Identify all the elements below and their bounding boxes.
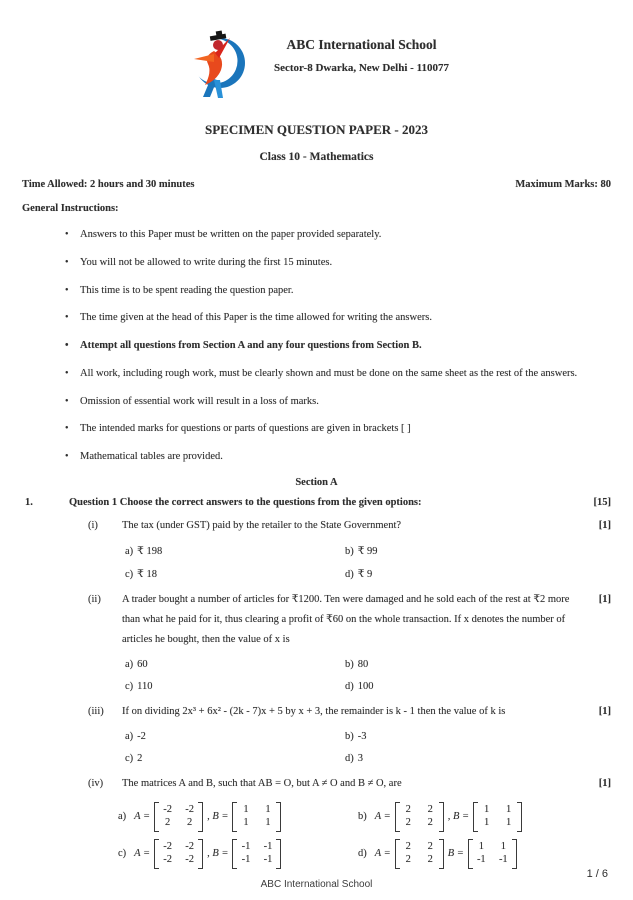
instruction-text: This time is to be spent reading the question paper.	[80, 284, 294, 296]
bullet-icon: •	[65, 340, 69, 352]
instruction-item	[65, 338, 581, 354]
instruction-item	[65, 255, 581, 271]
option-b: b) 80	[345, 658, 369, 670]
option-c-matrices: c) A = -2 -2 -2 -2 , B = -1 -1 -1 -1	[118, 839, 358, 869]
matrix-cell: 2	[186, 817, 193, 829]
option-b-matrices: b) A = 2 2 2 2 , B = 1 1 1 1	[358, 802, 611, 832]
school-name: ABC International School	[286, 37, 437, 52]
matrix-cell: 1	[483, 803, 490, 815]
matrix-cell: 1	[478, 840, 484, 852]
matrix-cell: -1	[476, 854, 486, 866]
matrix-cell: -2	[163, 803, 172, 815]
part-marks: [1]	[598, 777, 611, 789]
matrix-a-prefix: A =	[134, 848, 151, 860]
question-number: 1.	[25, 496, 33, 508]
part-label: (iv)	[88, 777, 104, 789]
option-d: d) 100	[345, 680, 374, 692]
matrix-cell: 2	[405, 803, 411, 815]
matrix-b-prefix: , B =	[207, 811, 229, 823]
bullet-icon: •	[65, 284, 69, 296]
question-part-i	[22, 516, 611, 536]
instruction-item	[65, 283, 581, 299]
bullet-icon: •	[65, 367, 69, 379]
section-a-title: Section A	[295, 476, 338, 488]
matrix-a-prefix: A =	[374, 848, 391, 860]
school-header	[22, 0, 611, 100]
school-address: Sector-8 Dwarka, New Delhi - 110077	[274, 62, 449, 74]
matrix-cell: 1	[243, 817, 249, 829]
matrix-a	[154, 802, 203, 832]
part-marks: [1]	[598, 519, 611, 531]
part-iv-options	[118, 802, 611, 869]
question-part-iv	[22, 774, 611, 794]
matrix-cell: -2	[163, 854, 172, 866]
matrix-b	[468, 839, 517, 869]
matrix-cell: -2	[185, 854, 194, 866]
matrix-cell: 1	[265, 817, 271, 829]
part-text: The matrices A and B, such that AB = O, but A ≠ O and B ≠ O, are	[122, 777, 402, 789]
matrix-cell: 2	[427, 840, 433, 852]
time-allowed: Time Allowed: 2 hours and 30 minutes	[22, 179, 195, 190]
part-text: If on dividing 2x³ + 6x² - (2k - 7)x + 5 by x + 3, the remainder is k - 1 then the value of k is	[122, 705, 506, 717]
matrix-cell: -2	[163, 840, 172, 852]
matrix-cell: 1	[500, 840, 506, 852]
matrix-cell: -2	[185, 840, 194, 852]
instructions-heading: General Instructions:	[22, 203, 119, 214]
question-part-ii	[22, 590, 611, 650]
option-a-matrices: a) A = -2 -2 2 2 , B = 1 1 1 1	[118, 802, 358, 832]
instruction-text: You will not be allowed to write during the first 15 minutes.	[80, 256, 333, 268]
matrix-cell: 1	[505, 803, 512, 815]
option-d-matrices: d) A = 2 2 2 2 B = 1 1 -1 -1	[358, 839, 611, 869]
question-marks: [15]	[593, 496, 611, 508]
part-label: (iii)	[88, 705, 104, 717]
instruction-item	[65, 310, 581, 326]
instruction-text: The intended marks for questions or parts of questions are given in brackets [ ]	[80, 423, 411, 435]
matrix-cell: 2	[405, 854, 411, 866]
matrix-b-prefix: , B =	[447, 811, 470, 823]
part-iii-options	[125, 731, 611, 764]
option-d: d) 3	[345, 752, 363, 764]
instruction-text: Attempt all questions from Section A and any four questions from Section B.	[80, 340, 422, 352]
option-c: c) ₹ 18	[125, 568, 157, 580]
matrix-a	[154, 839, 203, 869]
matrix-cell: 2	[405, 840, 411, 852]
bullet-icon: •	[65, 451, 69, 463]
question-text: Question 1 Choose the correct answers to the questions from the given options:	[69, 496, 422, 508]
matrix-cell: -1	[263, 854, 273, 866]
matrix-cell: -2	[185, 803, 194, 815]
matrix-b	[232, 839, 281, 869]
matrix-cell: 2	[427, 817, 433, 829]
footer-page-number: 1 / 6	[586, 868, 608, 880]
part-marks: [1]	[598, 705, 611, 717]
instruction-text: The time given at the head of this Paper is the time allowed for writing the answers.	[80, 312, 432, 324]
instructions-list	[22, 227, 611, 465]
part-marks: [1]	[598, 593, 611, 605]
matrix-a-prefix: A =	[374, 811, 391, 823]
option-c: c) 2	[125, 752, 143, 764]
matrix-a	[395, 802, 444, 832]
matrix-a-prefix: A =	[134, 811, 151, 823]
instruction-item	[65, 449, 581, 465]
bullet-icon: •	[65, 423, 69, 435]
part-text: A trader bought a number of articles for ₹1200. Ten were damaged and he sold each of the rest at ₹2 more than what he paid for it, thus clearing a profit of ₹60 on the whole transaction. If x denotes the number of articles he bought, then the value of x is	[122, 593, 570, 645]
bullet-icon: •	[65, 312, 69, 324]
matrix-cell: -1	[263, 840, 273, 852]
paper-subtitle: Class 10 - Mathematics	[259, 151, 374, 163]
matrix-cell: -1	[241, 854, 251, 866]
school-header-text	[274, 28, 449, 74]
bullet-icon: •	[65, 256, 69, 268]
instruction-text: Mathematical tables are provided.	[80, 451, 223, 463]
instruction-item	[65, 421, 581, 437]
part-i-options	[125, 545, 611, 580]
instruction-text: Answers to this Paper must be written on the paper provided separately.	[80, 229, 382, 240]
footer-school-name: ABC International School	[260, 879, 373, 890]
part-text: The tax (under GST) paid by the retailer to the State Government?	[122, 519, 402, 531]
part-ii-options	[125, 659, 611, 692]
option-c: c) 110	[125, 680, 153, 692]
matrix-cell: 1	[483, 817, 490, 829]
school-logo-icon	[184, 28, 246, 100]
matrix-cell: 1	[505, 817, 512, 829]
option-d: d) ₹ 9	[345, 568, 373, 580]
matrix-a	[395, 839, 444, 869]
matrix-cell: 2	[427, 803, 433, 815]
matrix-b-prefix: , B =	[207, 848, 229, 860]
instruction-text: Omission of essential work will result in a loss of marks.	[80, 395, 319, 407]
option-a: a) 60	[125, 658, 148, 670]
matrix-cell: 2	[405, 817, 411, 829]
option-b: b) -3	[345, 730, 367, 742]
matrix-cell: -1	[241, 840, 251, 852]
bullet-icon: •	[65, 229, 69, 240]
matrix-cell: 2	[164, 817, 171, 829]
option-b: b) ₹ 99	[345, 545, 378, 557]
matrix-cell: 1	[243, 803, 249, 815]
paper-title: SPECIMEN QUESTION PAPER - 2023	[205, 122, 428, 137]
question-part-iii	[22, 702, 611, 722]
matrix-cell: 1	[265, 803, 271, 815]
matrix-b-prefix: B =	[447, 848, 464, 860]
part-label: (i)	[88, 519, 98, 531]
instruction-item	[65, 394, 581, 410]
option-a: a) ₹ 198	[125, 545, 163, 557]
question-1-header	[22, 497, 611, 508]
instruction-text: All work, including rough work, must be clearly shown and must be done on the same sheet as the rest of the answers.	[80, 367, 578, 379]
bullet-icon: •	[65, 395, 69, 407]
option-a: a) -2	[125, 730, 146, 742]
matrix-b	[232, 802, 281, 832]
paper-meta	[22, 179, 611, 190]
instruction-item	[65, 366, 581, 382]
matrix-cell: -1	[498, 854, 508, 866]
matrix-cell: 2	[427, 854, 433, 866]
part-label: (ii)	[88, 593, 101, 605]
maximum-marks: Maximum Marks: 80	[515, 179, 611, 190]
instruction-item	[65, 227, 581, 243]
matrix-b	[473, 802, 522, 832]
